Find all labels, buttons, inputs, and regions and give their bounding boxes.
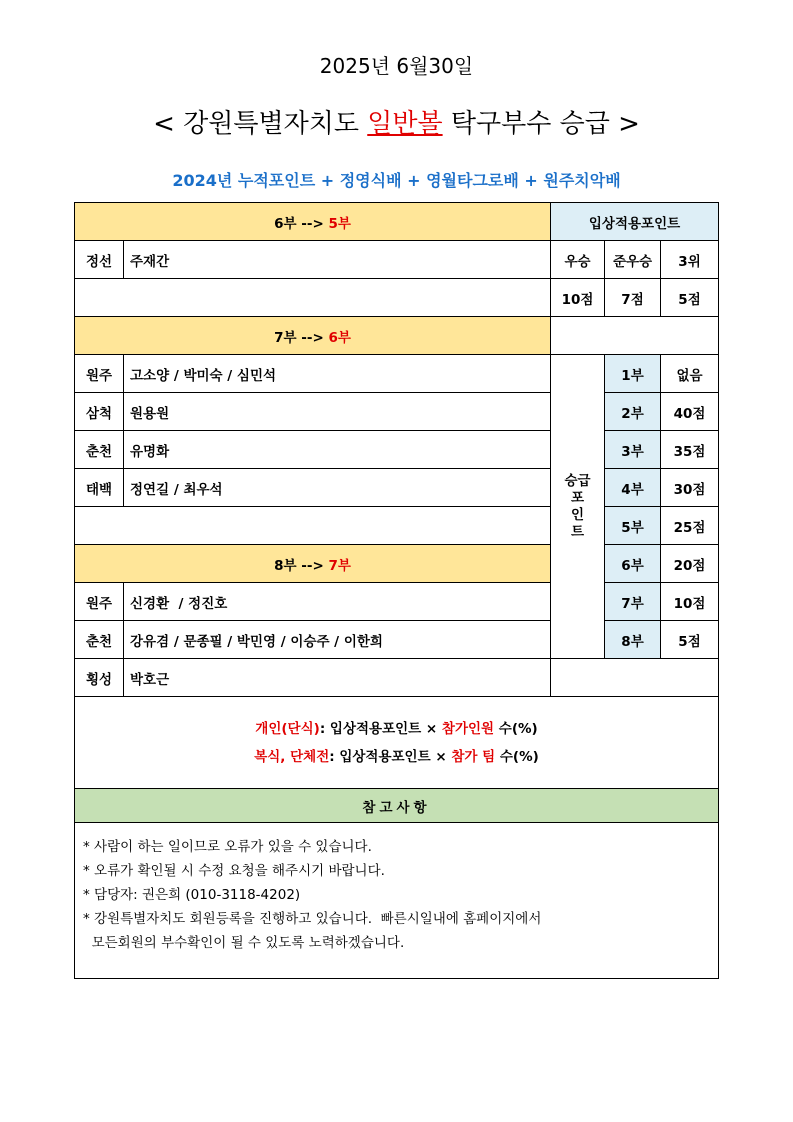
- promotion-points: 40점: [661, 393, 719, 431]
- label-char: 포: [570, 489, 585, 506]
- region-cell: 원주: [75, 355, 124, 393]
- section-header-7-to-6: [75, 317, 551, 355]
- formula-text: 수(%): [495, 748, 539, 765]
- region-cell: 원주: [75, 583, 124, 621]
- promotion-division: 8부: [605, 621, 661, 659]
- formula-text: 수(%): [494, 720, 538, 737]
- notes-title: 참고사항: [75, 789, 719, 823]
- placement-header-3rd: 3위: [661, 241, 719, 279]
- promotion-division: 1부: [605, 355, 661, 393]
- region-cell: 춘천: [75, 621, 124, 659]
- promotion-division: 5부: [605, 507, 661, 545]
- promotion-points: 5점: [661, 621, 719, 659]
- formula-line-singles: [81, 715, 712, 743]
- empty-cell: [551, 659, 719, 697]
- promotion-points: 35점: [661, 431, 719, 469]
- placement-header-1st: 우승: [551, 241, 605, 279]
- region-cell: 삼척: [75, 393, 124, 431]
- note-line: * 담당자: 권은희 (010-3118-4202): [83, 887, 301, 903]
- formula-text: : 입상적용포인트 ×: [329, 748, 452, 765]
- promotion-table: [74, 202, 719, 979]
- points-formula: [75, 697, 719, 789]
- section-to: 7부: [328, 557, 351, 574]
- promotion-points-label: [551, 355, 605, 659]
- placement-value-1st: 10점: [551, 279, 605, 317]
- section-from: 6부 -->: [274, 215, 324, 232]
- names-cell: 고소양 / 박미숙 / 심민석: [124, 355, 551, 393]
- names-cell: 강유겸 / 문종필 / 박민영 / 이승주 / 이한희: [124, 621, 551, 659]
- formula-label: 복식, 단체전: [254, 748, 330, 765]
- label-char: 트: [570, 523, 585, 540]
- section-from: 7부 -->: [274, 329, 324, 346]
- names-cell: 박호근: [124, 659, 551, 697]
- formula-line-doubles: [81, 743, 712, 771]
- empty-cell: [551, 317, 719, 355]
- promotion-division: 4부: [605, 469, 661, 507]
- promotion-points: 없음: [661, 355, 719, 393]
- label-char: 승급: [564, 472, 591, 489]
- promotion-division: 7부: [605, 583, 661, 621]
- names-cell: 유명화: [124, 431, 551, 469]
- section-to: 6부: [328, 329, 351, 346]
- empty-row: [75, 507, 551, 545]
- region-cell: 태백: [75, 469, 124, 507]
- region-cell: 횡성: [75, 659, 124, 697]
- formula-emphasis: 참가 팀: [451, 748, 496, 765]
- document-date: 2025년 6월30일: [319, 54, 474, 78]
- formula-emphasis: 참가인원: [441, 720, 495, 737]
- label-char: 인: [570, 506, 585, 523]
- note-line: * 강원특별자치도 회원등록을 진행하고 있습니다. 빠른시일내에 홈페이지에서: [83, 911, 542, 927]
- note-line: 모든회원의 부수확인이 될 수 있도록 노력하겠습니다.: [83, 935, 405, 951]
- note-line: * 사람이 하는 일이므로 오류가 있을 수 있습니다.: [83, 839, 372, 855]
- names-cell: 주재간: [124, 241, 551, 279]
- empty-row: [75, 279, 551, 317]
- title-highlight: 일반볼: [367, 109, 443, 139]
- formula-label: 개인(단식): [255, 720, 320, 737]
- promotion-division: 6부: [605, 545, 661, 583]
- formula-text: : 입상적용포인트 ×: [319, 720, 442, 737]
- document-subtitle: 2024년 누적포인트 + 정영식배 + 영월타그로배 + 원주치악배: [172, 171, 621, 190]
- note-line: * 오류가 확인될 시 수정 요청을 해주시기 바랍니다.: [83, 863, 385, 879]
- section-to: 5부: [328, 215, 351, 232]
- title-suffix: 탁구부수 승급 >: [442, 109, 640, 139]
- section-header-8-to-7: [75, 545, 551, 583]
- placement-value-2nd: 7점: [605, 279, 661, 317]
- names-cell: 신경환 / 정진호: [124, 583, 551, 621]
- section-from: 8부 -->: [274, 557, 324, 574]
- promotion-division: 2부: [605, 393, 661, 431]
- document-title: [0, 103, 793, 140]
- notes-body: [75, 823, 719, 979]
- placement-value-3rd: 5점: [661, 279, 719, 317]
- section-header-6-to-5: [75, 203, 551, 241]
- placement-header-2nd: 준우승: [605, 241, 661, 279]
- placement-points-title: 입상적용포인트: [551, 203, 719, 241]
- region-cell: 정선: [75, 241, 124, 279]
- promotion-points: 10점: [661, 583, 719, 621]
- promotion-points: 25점: [661, 507, 719, 545]
- names-cell: 원용원: [124, 393, 551, 431]
- names-cell: 정연길 / 최우석: [124, 469, 551, 507]
- title-prefix: < 강원특별자치도: [153, 109, 368, 139]
- promotion-division: 3부: [605, 431, 661, 469]
- promotion-points: 30점: [661, 469, 719, 507]
- promotion-points: 20점: [661, 545, 719, 583]
- region-cell: 춘천: [75, 431, 124, 469]
